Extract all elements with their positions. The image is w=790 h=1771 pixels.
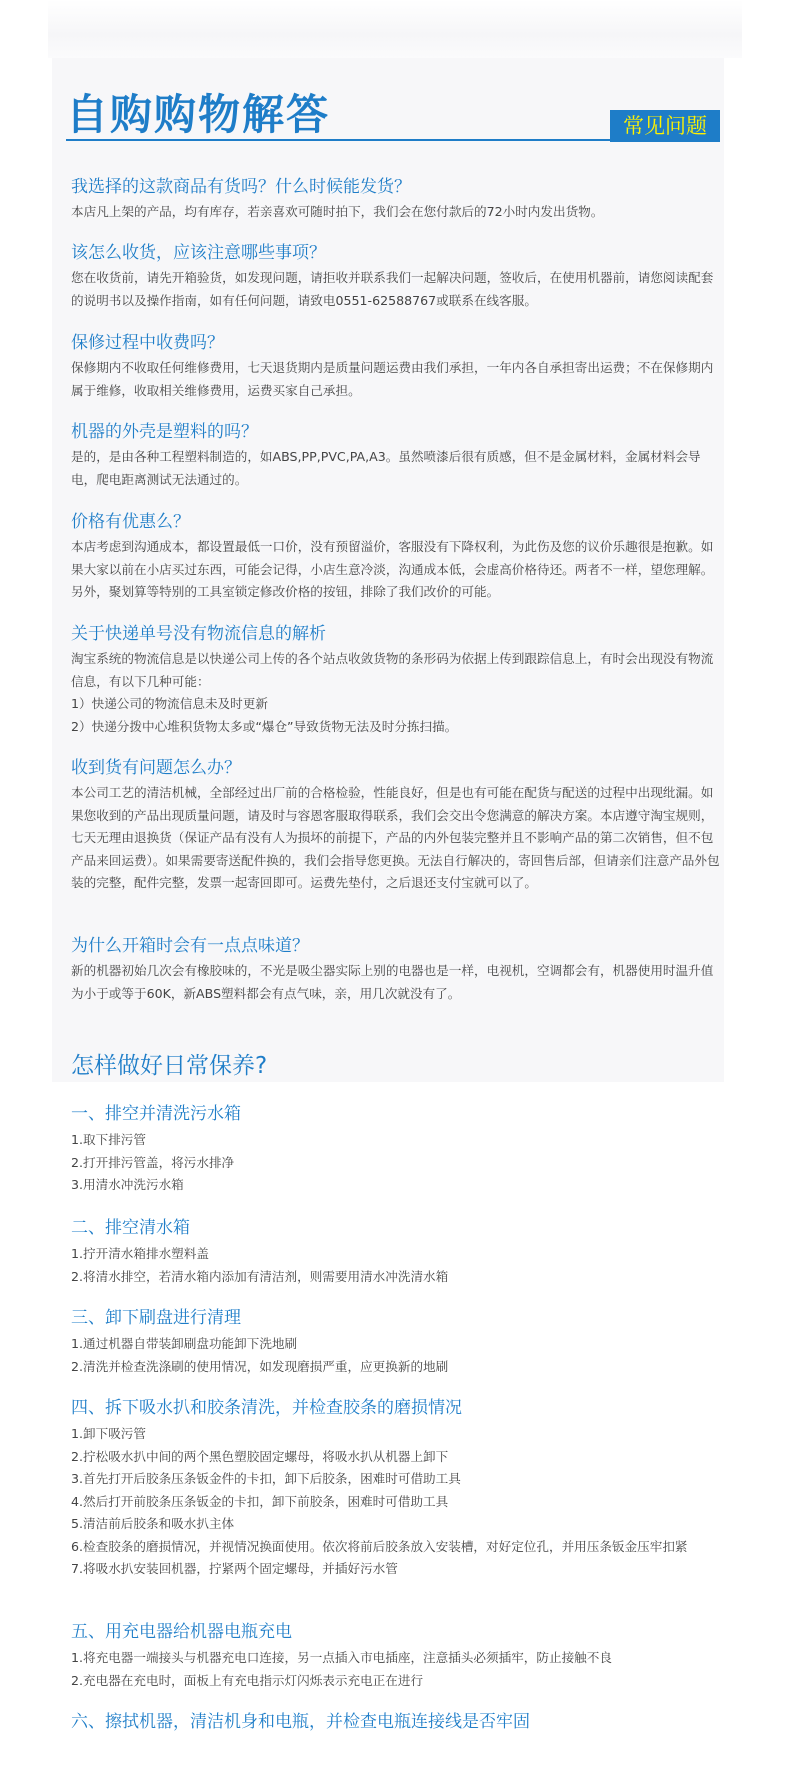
maintenance-step xyxy=(71,1103,721,1197)
faq-question: 机器的外壳是塑料的吗？ xyxy=(71,422,258,442)
faq-item xyxy=(71,623,721,738)
step-title: 三、卸下刷盘进行清理 xyxy=(71,1308,241,1328)
faq-answer: 是的，是由各种工程塑料制造的，如ABS,PP,PVC,PA,A3。虽然喷漆后很有质感，但不是金属材料，金属材料会导电，爬电距离测试无法通过的。 xyxy=(71,449,701,487)
maintenance-title: 怎样做好日常保养? xyxy=(71,1053,268,1079)
step-title: 二、排空清水箱 xyxy=(71,1218,190,1238)
faq-answer: 本店凡上架的产品，均有库存，若亲喜欢可随时拍下，我们会在您付款后的72小时内发出货物。 xyxy=(71,204,604,219)
step-line: 2.清洗并检查洗涤刷的使用情况，如发现磨损严重，应更换新的地刷 xyxy=(71,1358,449,1374)
faq-question: 关于快递单号没有物流信息的解析 xyxy=(71,624,326,644)
step-line: 2.将清水排空，若清水箱内添加有清洁剂，则需要用清水冲洗清水箱 xyxy=(71,1268,449,1284)
faq-question: 收到货有问题怎么办？ xyxy=(71,758,241,778)
step-line: 3.首先打开后胶条压条钣金件的卡扣，卸下后胶条，困难时可借助工具 xyxy=(71,1471,461,1486)
step-line: 1.通过机器自带装卸刷盘功能卸下洗地刷 xyxy=(71,1336,298,1351)
maintenance-step xyxy=(71,1711,721,1733)
step-line: 1.取下排污管 xyxy=(71,1132,146,1147)
step-line: 2.充电器在充电时，面板上有充电指示灯闪烁表示充电正在进行 xyxy=(71,1672,424,1688)
step-line: 2.拧松吸水扒中间的两个黑色塑胶固定螺母，将吸水扒从机器上卸下 xyxy=(71,1448,449,1464)
faq-answer: 您在收货前，请先开箱验货，如发现问题，请拒收并联系我们一起解决问题，签收后，在使用机器前，请您阅读配套的说明书以及操作指南，如有任何问题，请致电0551-62588767或联系在线客服。 xyxy=(71,270,714,308)
faq-item xyxy=(71,757,721,895)
faq-badge: 常见问题 xyxy=(610,110,720,142)
faq-question: 我选择的这款商品有货吗？什么时候能发货？ xyxy=(71,177,411,197)
step-line: 4.然后打开前胶条压条钣金的卡扣，卸下前胶条，困难时可借助工具 xyxy=(71,1493,449,1509)
maintenance-step xyxy=(71,1307,721,1378)
maintenance-step xyxy=(71,1621,721,1692)
faq-answer: 淘宝系统的物流信息是以快递公司上传的各个站点收敛货物的条形码为依据上传到跟踪信息上，有时会出现没有物流信息，有以下几种可能： xyxy=(71,651,714,689)
step-line: 7.将吸水扒安装回机器，拧紧两个固定螺母，并插好污水管 xyxy=(71,1561,398,1576)
faq-answer: 保修期内不收取任何维修费用，七天退货期内是质量问题运费由我们承担，一年内各自承担寄出运费；不在保修期内属于维修，收取相关维修费用，运费买家自己承担。 xyxy=(71,360,714,398)
faq-list-item: 1）快递公司的物流信息未及时更新 xyxy=(71,696,268,711)
faq-answer: 本店考虑到沟通成本，都设置最低一口价，没有预留溢价，客服没有下降权利，为此伤及您的议价乐趣很是抱歉。如果大家以前在小店买过东西，可能会记得，小店生意冷淡，沟通成本低，会虚高价格待还。两者不一样，望您理解。另外，聚划算等特别的工具室锁定修改价格的按钮，排除了我们改价的可能。 xyxy=(71,539,714,599)
step-title: 六、擦拭机器，清洁机身和电瓶，并检查电瓶连接线是否牢固 xyxy=(71,1712,530,1732)
step-line: 1.将充电器一端接头与机器充电口连接，另一点插入市电插座，注意插头必须插牢，防止接触不良 xyxy=(71,1650,612,1665)
maintenance-step xyxy=(71,1397,721,1581)
step-line: 2.打开排污管盖，将污水排净 xyxy=(71,1154,235,1170)
maintenance-step xyxy=(71,1217,721,1288)
step-line: 6.检查胶条的磨损情况，并视情况换面使用。依次将前后胶条放入安装槽，对好定位孔，并用压条钣金压牢扣紧 xyxy=(71,1538,688,1554)
faq-item xyxy=(71,935,721,1005)
step-line: 1.拧开清水箱排水塑料盖 xyxy=(71,1246,209,1261)
top-shade xyxy=(48,0,742,58)
step-line: 1.卸下吸污管 xyxy=(71,1426,146,1441)
step-line: 3.用清水冲洗污水箱 xyxy=(71,1177,184,1192)
step-title: 一、排空并清洗污水箱 xyxy=(71,1104,241,1124)
faq-answer: 新的机器初始几次会有橡胶味的，不光是吸尘器实际上别的电器也是一样，电视机，空调都会有，机器使用时温升值为小于或等于60K，新ABS塑料都会有点气味，亲，用几次就没有了。 xyxy=(71,963,714,1001)
step-line: 5.清洁前后胶条和吸水扒主体 xyxy=(71,1516,235,1531)
faq-question: 保修过程中收费吗？ xyxy=(71,333,224,353)
page-title: 自购购物解答 xyxy=(66,90,331,139)
faq-item xyxy=(71,511,721,604)
faq-list-item: 2）快递分拨中心堆积货物太多或“爆仓”导致货物无法及时分拣扫描。 xyxy=(71,718,458,734)
faq-item xyxy=(71,421,721,491)
faq-answer: 本公司工艺的清洁机械，全部经过出厂前的合格检验，性能良好，但是也有可能在配货与配送的过程中出现纰漏。如果您收到的产品出现质量问题，请及时与容恩客服取得联系，我们会交出令您满意的解决方案。本店遵守淘宝规则，七天无理由退换货（保证产品有没有人为损坏的前提下，产品的内外包装完整并且不影响产品的第二次销售，但不包产品来回运费）。如果需要寄送配件换的，我们会指导您更换。无法自行解决的，寄回售后部，但请亲们注意产品外包装的完整，配件完整，发票一起寄回即可。运费先垫付，之后退还支付宝就可以了。 xyxy=(71,785,720,890)
faq-question: 价格有优惠么？ xyxy=(71,512,190,532)
faq-question: 该怎么收货，应该注意哪些事项？ xyxy=(71,243,326,263)
faq-item xyxy=(71,332,721,402)
faq-item xyxy=(71,242,721,312)
step-title: 五、用充电器给机器电瓶充电 xyxy=(71,1622,292,1642)
faq-item xyxy=(71,176,721,224)
step-title: 四、拆下吸水扒和胶条清洗，并检查胶条的磨损情况 xyxy=(71,1398,462,1418)
header xyxy=(66,90,720,142)
faq-question: 为什么开箱时会有一点点味道？ xyxy=(71,936,309,956)
